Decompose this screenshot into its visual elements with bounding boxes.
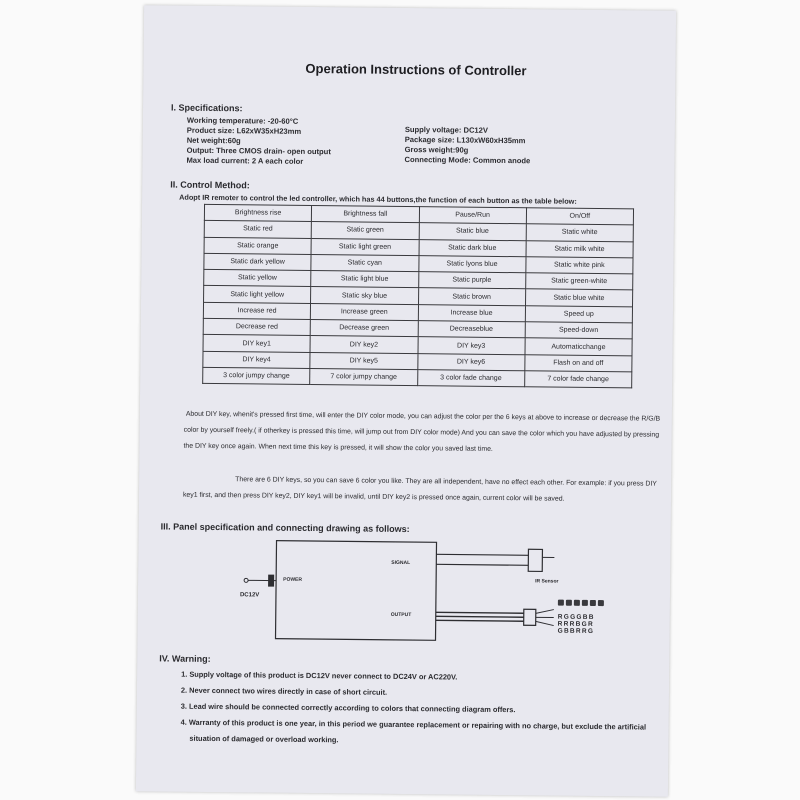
- table-cell: Static red: [204, 221, 311, 238]
- table-cell: Static light blue: [311, 271, 418, 288]
- table-cell: Pause/Run: [419, 207, 526, 224]
- table-cell: Static orange: [204, 237, 311, 254]
- instruction-sheet: [136, 5, 676, 797]
- page-title: Operation Instructions of Controller: [305, 60, 527, 79]
- table-row: [203, 367, 632, 388]
- control-method-heading: II. Control Method:: [170, 179, 250, 191]
- table-cell: Static yellow: [204, 270, 311, 287]
- table-cell: Static white: [526, 224, 633, 241]
- warning-item: 2. Never connect two wires directly in case of short circuit.: [180, 685, 388, 697]
- spec-line: Connecting Mode: Common anode: [404, 154, 531, 166]
- output-wire-1: [436, 612, 524, 613]
- pin-row: RRRBGR: [557, 620, 595, 628]
- output-lead-3: [536, 621, 554, 625]
- output-wire-3: [436, 620, 524, 621]
- table-cell: Decreaseblue: [418, 321, 525, 338]
- spec-line: Net weight:60g: [186, 135, 241, 146]
- table-cell: DIY key2: [310, 336, 417, 353]
- pin: [598, 600, 604, 606]
- warning-item: 3. Lead wire should be connected correctly according to colors that connecting diagram offers.: [180, 701, 516, 715]
- warning-item: 4. Warranty of this product is one year, in this period we guarantee replacement or repairing with no charge, but exclude the artificial situation of damaged or overload working.: [180, 717, 647, 745]
- table-cell: Static light yellow: [204, 286, 311, 303]
- table-cell: Speed up: [525, 306, 632, 323]
- table-cell: Static light green: [311, 238, 418, 255]
- spec-line: Supply voltage: DC12V: [404, 124, 489, 135]
- specifications-heading: I. Specifications:: [171, 102, 243, 114]
- table-cell: Static purple: [418, 272, 525, 289]
- pin: [590, 600, 596, 606]
- table-cell: Static lyons blue: [418, 256, 525, 273]
- spec-line: Working temperature: -20-60°C: [186, 115, 299, 126]
- table-cell: Brightness rise: [204, 204, 311, 221]
- table-cell: Brightness fall: [312, 206, 419, 223]
- table-cell: Decrease red: [203, 318, 310, 335]
- table-cell: Increase red: [203, 302, 310, 319]
- table-cell: Static sky blue: [311, 287, 418, 304]
- signal-label: SIGNAL: [391, 559, 411, 567]
- table-cell: Decrease green: [310, 320, 417, 337]
- pin-header: [558, 600, 610, 609]
- table-cell: Increase green: [311, 303, 418, 320]
- table-cell: DIY key3: [418, 337, 525, 354]
- output-plug: [524, 609, 536, 625]
- table-cell: DIY key5: [310, 352, 417, 369]
- table-cell: Static blue white: [525, 289, 632, 306]
- control-intro: Adopt IR remoter to control the led controller, which has 44 buttons,the function of each button as the table below:: [179, 192, 577, 206]
- warning-heading: IV. Warning:: [159, 653, 211, 664]
- pin: [582, 600, 588, 606]
- warning-list: [180, 667, 665, 752]
- pin-color-codes: [558, 614, 595, 635]
- panel-heading: III. Panel specification and connecting drawing as follows:: [160, 521, 410, 535]
- warning-item: 1. Supply voltage of this product is DC12V never connect to DC24V or AC220V.: [181, 669, 458, 682]
- table-cell: Flash on and off: [525, 354, 632, 371]
- diy-paragraph-2: There are 6 DIY keys, so you can save 6 color you like. They are all independent, have no effect each other. For example: if you press DIY key1 first, and then press DIY key2, DIY key1 will be invalid, until DIY key2 is pressed once again, current color will be saved.: [182, 476, 657, 503]
- table-cell: Static white pink: [526, 257, 633, 274]
- spec-line: Package size: L130xW60xH35mm: [404, 134, 526, 146]
- table-cell: Static green: [311, 222, 418, 239]
- table-cell: Static cyan: [311, 254, 418, 271]
- spec-line: Max load current: 2 A each color: [186, 155, 304, 166]
- pin: [574, 600, 580, 606]
- spec-line: Output: Three CMOS drain- open output: [186, 145, 331, 157]
- table-cell: Static green-white: [525, 273, 632, 290]
- controller-box: [276, 541, 437, 641]
- output-label: OUTPUT: [390, 611, 412, 619]
- table-cell: Increase blue: [418, 304, 525, 321]
- specs-left: [186, 116, 331, 168]
- dc-plug: [244, 578, 248, 582]
- output-wire-2: [436, 616, 524, 617]
- pin: [566, 600, 572, 606]
- table-cell: Speed-down: [525, 322, 632, 339]
- pin: [558, 600, 564, 606]
- ir-sensor-plug: [528, 549, 542, 571]
- power-label: POWER: [283, 576, 303, 583]
- table-cell: Static blue: [419, 223, 526, 240]
- specs-right: [404, 125, 530, 166]
- table-cell: DIY key4: [203, 351, 310, 368]
- pin-row: RGGGBB: [557, 613, 595, 621]
- signal-wire-2: [436, 564, 528, 565]
- table-cell: Automaticchange: [525, 338, 632, 355]
- table-cell: 7 color fade change: [524, 371, 631, 388]
- pin-row: GBBRRG: [557, 627, 595, 635]
- table-cell: 7 color jumpy change: [310, 368, 417, 385]
- table-cell: Static milk white: [526, 240, 633, 257]
- table-cell: Static dark yellow: [204, 253, 311, 270]
- table-cell: DIY key1: [203, 335, 310, 352]
- table-cell: 3 color fade change: [417, 370, 524, 387]
- dc12v-label: DC12V: [239, 592, 260, 599]
- output-lead-1: [536, 609, 554, 613]
- spec-line: Gross weight:90g: [404, 144, 469, 155]
- ir-sensor-label: IR Sensor: [535, 578, 559, 585]
- table-cell: 3 color jumpy change: [203, 367, 310, 384]
- button-function-table: [202, 204, 634, 389]
- signal-wire-1: [436, 554, 528, 555]
- spec-line: Product size: L62xW35xH23mm: [186, 125, 302, 136]
- table-cell: On/Off: [526, 208, 633, 225]
- table-cell: Static brown: [418, 288, 525, 305]
- table-cell: Static dark blue: [419, 239, 526, 256]
- diy-paragraph-1: About DIY key, whenit's pressed first time, will enter the DIY color mode, you can adjust the color per the 6 keys at above to increase or decrease the R/G/B color by yourself freely.( if otherkey is pressed this time, will jump out from DIY color mode) And you can save the color which you have adjusted by pressing the DIY key once again. When next time this key is pressed, it will show the color you saved last time.: [183, 410, 661, 453]
- table-cell: DIY key6: [417, 353, 524, 370]
- power-jack: [268, 575, 274, 587]
